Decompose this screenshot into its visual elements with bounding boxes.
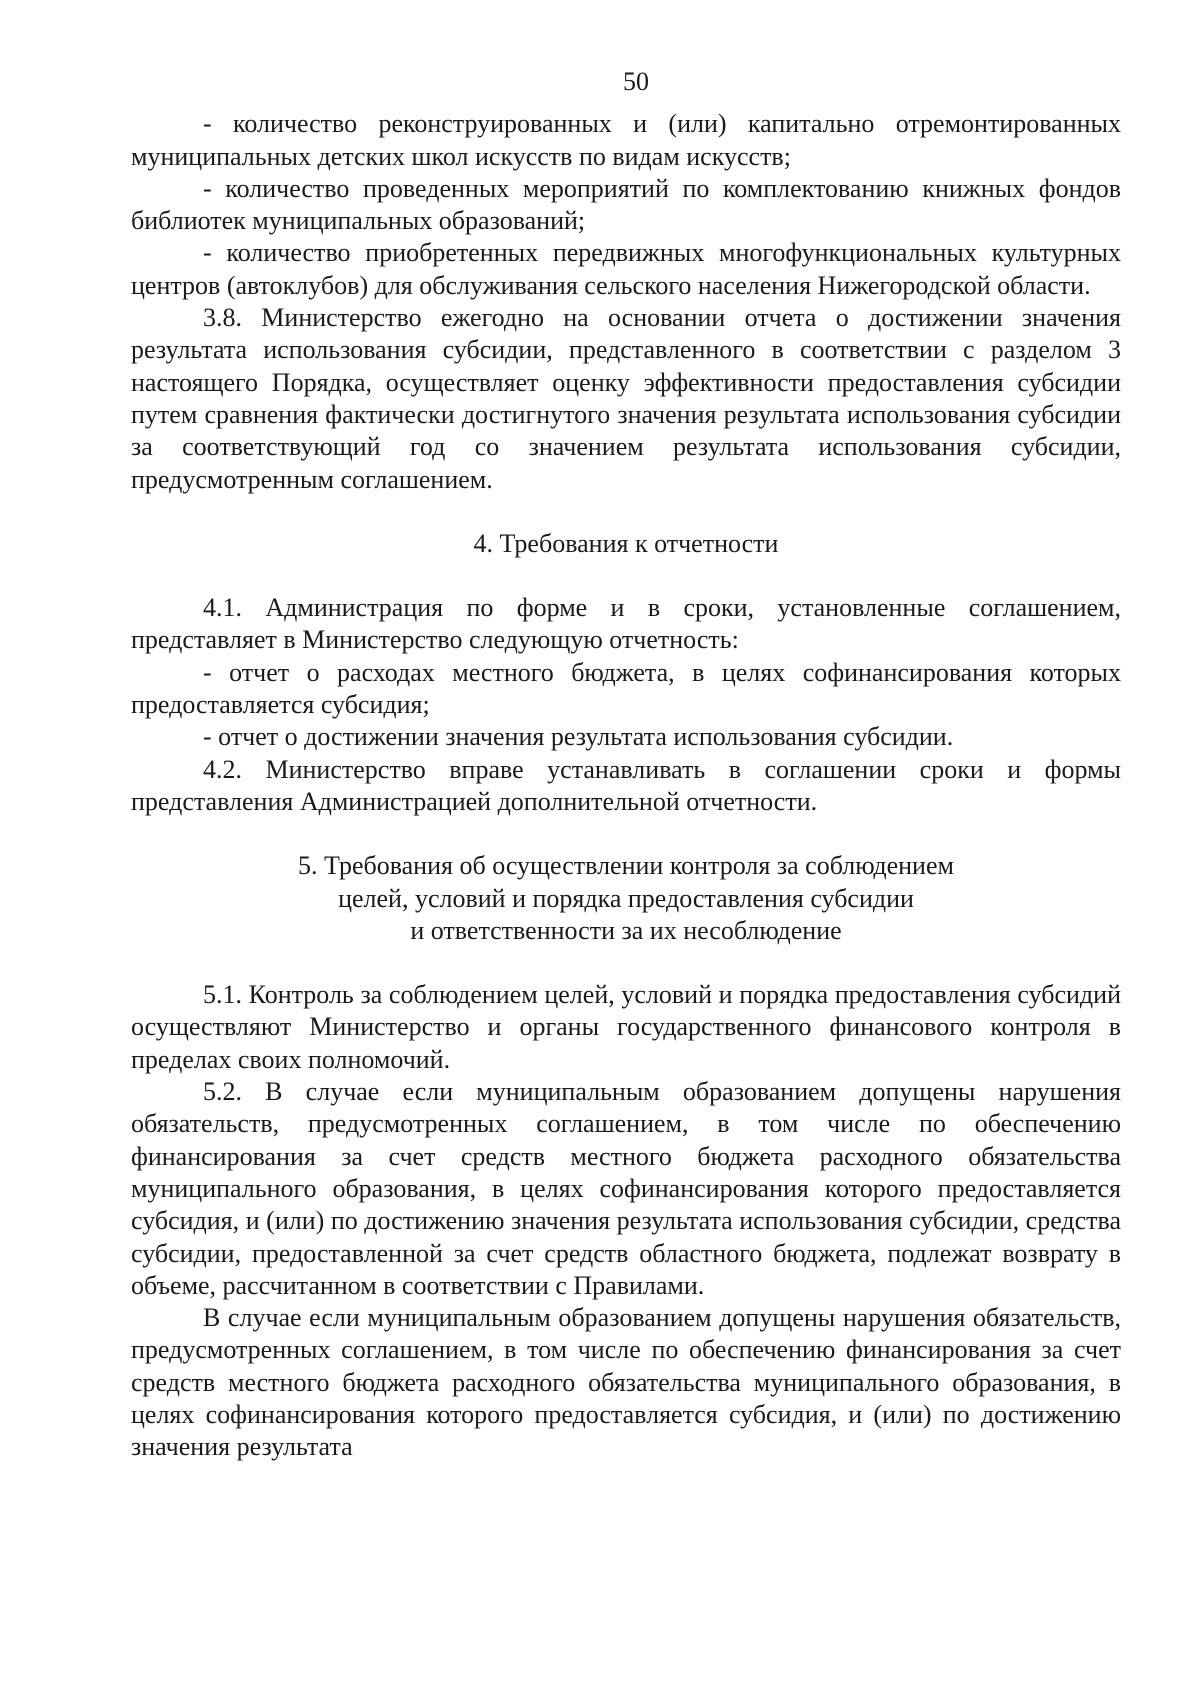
section-5-heading-line: целей, условий и порядка предоставления субсидии [338, 883, 914, 913]
paragraph-5-2: 5.2. В случае если муниципальным образованием допущены нарушения обязательств, предусмотренных соглашением, в том числе по обеспечению финансирования за счет средств местного бюджета расходного обязательства муниципального образования, в целях софинансирования которого предоставляется субсидия, и (или) по достижению значения результата использования субсидии, средства субсидии, предоставленной за счет средств областного бюджета, подлежат возврату в объеме, рассчитанном в соответствии с Правилами. [131, 1077, 1121, 1300]
section-4-heading: 4. Требования к отчетности [473, 528, 779, 558]
list-item-autoclubs: - количество приобретенных передвижных многофункциональных культурных центров (автоклубов) для обслуживания сельского населения Нижегородской области. [131, 238, 1121, 300]
list-item-expense-report: - отчет о расходах местного бюджета, в целях софинансирования которых предоставляется субсидия; [131, 657, 1121, 720]
list-item-art-schools: - количество реконструированных и (или) капитально отремонтированных муниципальных детских школ искусств по видам искусств; [131, 109, 1121, 171]
document-page [131, 66, 1121, 1464]
section-5-heading [131, 850, 1121, 947]
paragraph-5-2-continued: В случае если муниципальным образованием допущены нарушения обязательств, предусмотренных соглашением, в том числе по обеспечению финансирования за счет средств местного бюджета расходного обязательства муниципального образования, в целях софинансирования которого предоставляется субсидия, и (или) по достижению значения результата [131, 1303, 1121, 1462]
section-5-heading-line: 5. Требования об осуществлении контроля за соблюдением [298, 851, 954, 881]
paragraph-3-8: 3.8. Министерство ежегодно на основании отчета о достижении значения результата использования субсидии, представленного в соответствии с разделом 3 настоящего Порядка, осуществляет оценку эффективности предоставления субсидии путем сравнения фактически достигнутого значения результата использования субсидии за соответствующий год со значением результата использования субсидии, предусмотренным соглашением. [131, 303, 1121, 494]
list-item-library-funds: - количество проведенных мероприятий по комплектованию книжных фондов библиотек муниципальных образований; [131, 173, 1121, 236]
list-item-result-report: - отчет о достижении значения результата использования субсидии. [203, 722, 954, 752]
page-number: 50 [623, 67, 649, 96]
paragraph-4-2: 4.2. Министерство вправе устанавливать в соглашении сроки и формы представления Администрацией дополнительной отчетности. [131, 754, 1121, 816]
paragraph-4-1: 4.1. Администрация по форме и в сроки, установленные соглашением, представляет в Министерство следующую отчетность: [131, 593, 1121, 655]
section-5-heading-line: и ответственности за их несоблюдение [410, 915, 842, 945]
paragraph-5-1: 5.1. Контроль за соблюдением целей, условий и порядка предоставления субсидий осуществляют Министерство и органы государственного финансового контроля в пределах своих полномочий. [131, 980, 1121, 1074]
